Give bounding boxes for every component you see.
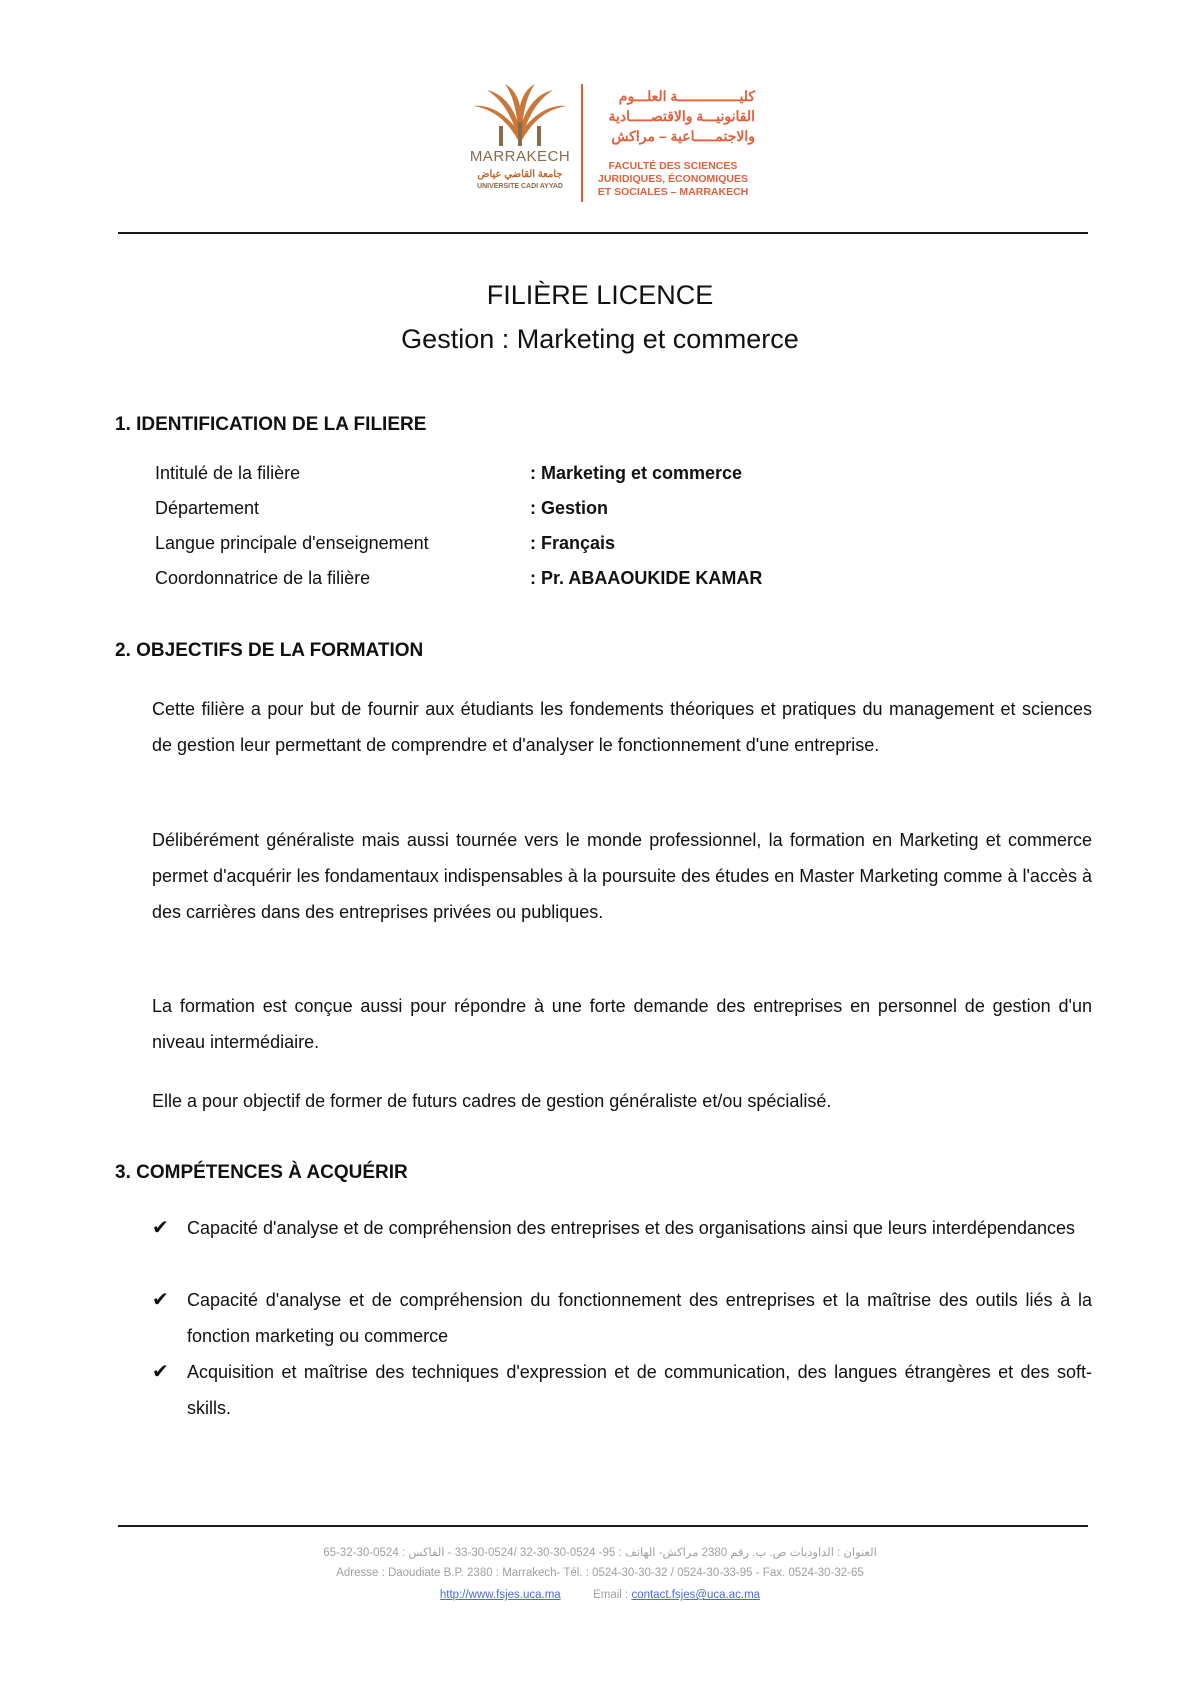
- field-label: Département: [155, 498, 260, 518]
- footer-address: Adresse : Daoudiate B.P. 2380 : Marrakech- Tél. : 0524-30-30-32 / 0524-30-33-95 - Fax. 0524-30-32-65: [336, 1567, 864, 1579]
- header-rule: [118, 232, 1088, 234]
- university-logo: [465, 84, 575, 204]
- header-divider: [581, 84, 583, 202]
- faculty-arabic-line: القانونيـــة والاقتصـــــادية: [608, 108, 755, 124]
- faculty-french-line: ET SOCIALES – MARRAKECH: [597, 186, 749, 198]
- logo-arabic-university: جامعة القاضي عياض: [477, 169, 563, 180]
- palm-logo-icon: [465, 84, 575, 150]
- footer-contact: [0, 1589, 1200, 1601]
- skill-text: Capacité d'analyse et de compréhension des entreprises et des organisations ainsi que leurs interdépendances: [187, 1218, 1075, 1238]
- field-label: Langue principale d'enseignement: [155, 533, 429, 553]
- logo-marrakech-text: MARRAKECH: [469, 148, 571, 165]
- email-link[interactable]: contact.fsjes@uca.ac.ma: [631, 1589, 761, 1601]
- footer-rule: [118, 1525, 1088, 1527]
- field-label: Intitulé de la filière: [155, 463, 301, 483]
- page-subtitle: Gestion : Marketing et commerce: [401, 324, 799, 354]
- skill-text: Capacité d'analyse et de compréhension du fonctionnement des entreprises et la maîtrise des outils liés à la fonction marketing ou commerce: [187, 1290, 1092, 1346]
- faculty-arabic-name: [591, 86, 755, 146]
- field-value: : Français: [530, 533, 616, 553]
- field-value: : Pr. ABAAOUKIDE KAMAR: [530, 568, 763, 588]
- field-label: Coordonnatrice de la filière: [155, 568, 371, 588]
- objective-paragraph: Elle a pour objectif de former de futurs cadres de gestion généraliste et/ou spécialisé.: [152, 1091, 832, 1111]
- skill-item: [152, 1354, 1092, 1426]
- skill-item: [152, 1210, 1092, 1246]
- page-header: [465, 84, 755, 204]
- faculty-french-line: JURIDIQUES, ÉCONOMIQUES: [598, 173, 748, 185]
- logo-university-name: UNIVERSITE CADI AYYAD: [477, 183, 563, 190]
- skill-text: Acquisition et maîtrise des techniques d'expression et de communication, des langues étrangères et des soft-skills.: [187, 1362, 1092, 1418]
- check-mark-icon: ✔: [152, 1217, 169, 1239]
- objective-paragraph: Cette filière a pour but de fournir aux étudiants les fondements théoriques et pratiques du management et sciences de gestion leur permettant de comprendre et d'analyser le fonctionnement d'une entreprise.: [152, 699, 1092, 755]
- section-objectives-heading: 2. OBJECTIFS DE LA FORMATION: [115, 640, 424, 661]
- faculty-french-name: [591, 160, 755, 199]
- page-title: FILIÈRE LICENCE: [486, 280, 714, 310]
- faculty-french-line: FACULTÉ DES SCIENCES: [608, 160, 738, 172]
- objective-paragraph: Délibérément généraliste mais aussi tournée vers le monde professionnel, la formation en Marketing et commerce permet d'acquérir les fondamentaux indispensables à la poursuite des études en Master Marketing comme à l'accès à des carrières dans des entreprises privées ou publiques.: [152, 830, 1092, 922]
- skill-item: [152, 1282, 1092, 1354]
- objective-paragraph: La formation est conçue aussi pour répondre à une forte demande des entreprises en personnel de gestion d'un niveau intermédiaire.: [152, 996, 1092, 1052]
- field-value: : Gestion: [530, 498, 609, 518]
- email-label: Email :: [593, 1589, 632, 1601]
- check-mark-icon: ✔: [152, 1289, 169, 1311]
- check-mark-icon: ✔: [152, 1361, 169, 1383]
- website-link[interactable]: http://www.fsjes.uca.ma: [439, 1589, 561, 1601]
- field-value: : Marketing et commerce: [530, 463, 743, 483]
- footer-arabic-address: العنوان : الداوديات ص. ب. رقم 2380 مراكش- الهاتف : 95- 0524-30-30-32 /0524-30-33 - الفاكس : 0524-30-32-65: [323, 1547, 877, 1559]
- faculty-arabic-line: كليـــــــــــــــة العلـــوم: [618, 88, 755, 104]
- section-identification-heading: 1. IDENTIFICATION DE LA FILIERE: [115, 414, 427, 435]
- faculty-arabic-line: والاجتمـــــاعية – مراكش: [611, 128, 755, 144]
- section-skills-heading: 3. COMPÉTENCES À ACQUÉRIR: [115, 1162, 408, 1183]
